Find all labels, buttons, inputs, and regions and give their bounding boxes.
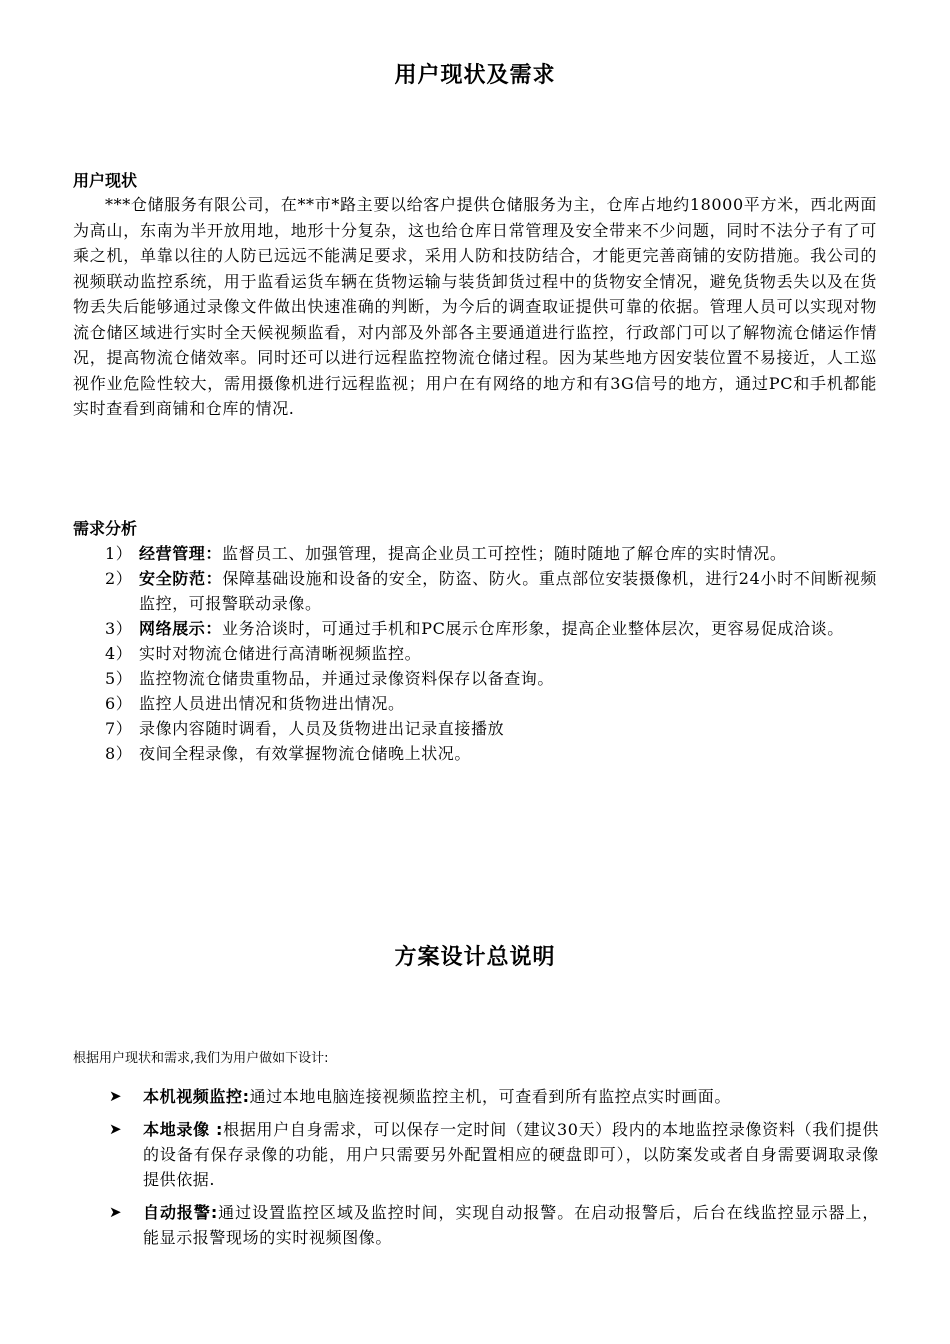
list-term: 经营管理： <box>139 544 223 563</box>
list-item <box>73 691 877 716</box>
list-number: 1） <box>105 544 133 563</box>
list-item <box>73 641 877 666</box>
list-text: 录像内容随时调看，人员及货物进出记录直接播放 <box>139 719 505 738</box>
list-number: 6） <box>105 694 133 713</box>
list-item <box>73 1117 879 1192</box>
status-paragraph: ***仓储服务有限公司，在**市*路主要以给客户提供仓储服务为主，仓库占地约18000平方米，西北两面为高山，东南为半开放用地，地形十分复杂，这也给仓库日常管理及安全带来不少问题，同时不法分子有了可乘之机，单靠以往的人防已远远不能满足要求，采用人防和技防结合，才能更完善商铺的安防措施。我公司的视频联动监控系统，用于监看运货车辆在货物运输与装货卸货过程中的货物安全情况，避免货物丢失以及在货物丢失后能够通过录像文件做出快速准确的判断，为今后的调查取证提供可靠的依据。管理人员可以实现对物流仓储区域进行实时全天候视频监看，对内部及外部各主要通道进行监控，行政部门可以了解物流仓储运作情况，提高物流仓储效率。同时还可以进行远程监控物流仓储过程。因为某些地方因安装位置不易接近，人工巡视作业危险性较大，需用摄像机进行远程监视；用户在有网络的地方和有3G信号的地方，通过PC和手机都能实时查看到商铺和仓库的情况. <box>73 195 877 418</box>
page-title-design: 方案设计总说明 <box>394 945 556 970</box>
list-text: 业务洽谈时，可通过手机和PC展示仓库形象，提高企业整体层次，更容易促成洽谈。 <box>222 619 844 638</box>
list-number: 8） <box>105 744 133 763</box>
list-number: 5） <box>105 669 133 688</box>
list-text: 根据用户自身需求，可以保存一定时间（建议30天）段内的本地监控录像资料（我们提供的设备有保存录像的功能，用户只需要另外配置相应的硬盘即可），以防案发或者自身需要调取录像提供依据. <box>143 1120 879 1189</box>
list-number: 2） <box>105 569 133 588</box>
list-text: 监控人员进出情况和货物进出情况。 <box>139 694 405 713</box>
arrow-bullet-icon: ➤ <box>109 1203 123 1221</box>
list-item <box>73 716 877 741</box>
list-text: 监督员工、加强管理，提高企业员工可控性；随时随地了解仓库的实时情况。 <box>222 544 787 563</box>
needs-list <box>73 541 877 766</box>
page-title-status: 用户现状及需求 <box>394 63 556 88</box>
heading-needs-analysis: 需求分析 <box>73 519 138 538</box>
list-term: 自动报警: <box>143 1203 218 1222</box>
list-item <box>73 541 877 566</box>
list-number: 7） <box>105 719 133 738</box>
list-term: 本机视频监控: <box>143 1087 250 1106</box>
list-item <box>73 566 877 616</box>
design-intro: 根据用户现状和需求,我们为用户做如下设计: <box>73 1051 329 1066</box>
list-item <box>73 666 877 691</box>
list-text: 监控物流仓储贵重物品，并通过录像资料保存以备查询。 <box>139 669 555 688</box>
list-item <box>73 741 877 766</box>
list-term: 本地录像 : <box>143 1120 224 1139</box>
list-text: 通过本地电脑连接视频监控主机，可查看到所有监控点实时画面。 <box>249 1087 732 1106</box>
list-term: 安全防范： <box>139 569 223 588</box>
list-item <box>73 1200 879 1250</box>
list-term: 网络展示： <box>139 619 223 638</box>
arrow-bullet-icon: ➤ <box>109 1087 123 1105</box>
list-number: 3） <box>105 619 133 638</box>
heading-user-status: 用户现状 <box>73 171 138 190</box>
list-item <box>73 616 877 641</box>
arrow-bullet-icon: ➤ <box>109 1120 123 1138</box>
list-text: 保障基础设施和设备的安全，防盗、防火。重点部位安装摄像机，进行24小时不间断视频监控，可报警联动录像。 <box>139 569 877 613</box>
list-item <box>73 1084 879 1109</box>
list-text: 夜间全程录像，有效掌握物流仓储晚上状况。 <box>139 744 472 763</box>
design-list <box>73 1084 879 1258</box>
list-text: 实时对物流仓储进行高清晰视频监控。 <box>139 644 422 663</box>
list-text: 通过设置监控区域及监控时间，实现自动报警。在启动报警后，后台在线监控显示器上，能显示报警现场的实时视频图像。 <box>143 1203 879 1247</box>
list-number: 4） <box>105 644 133 663</box>
